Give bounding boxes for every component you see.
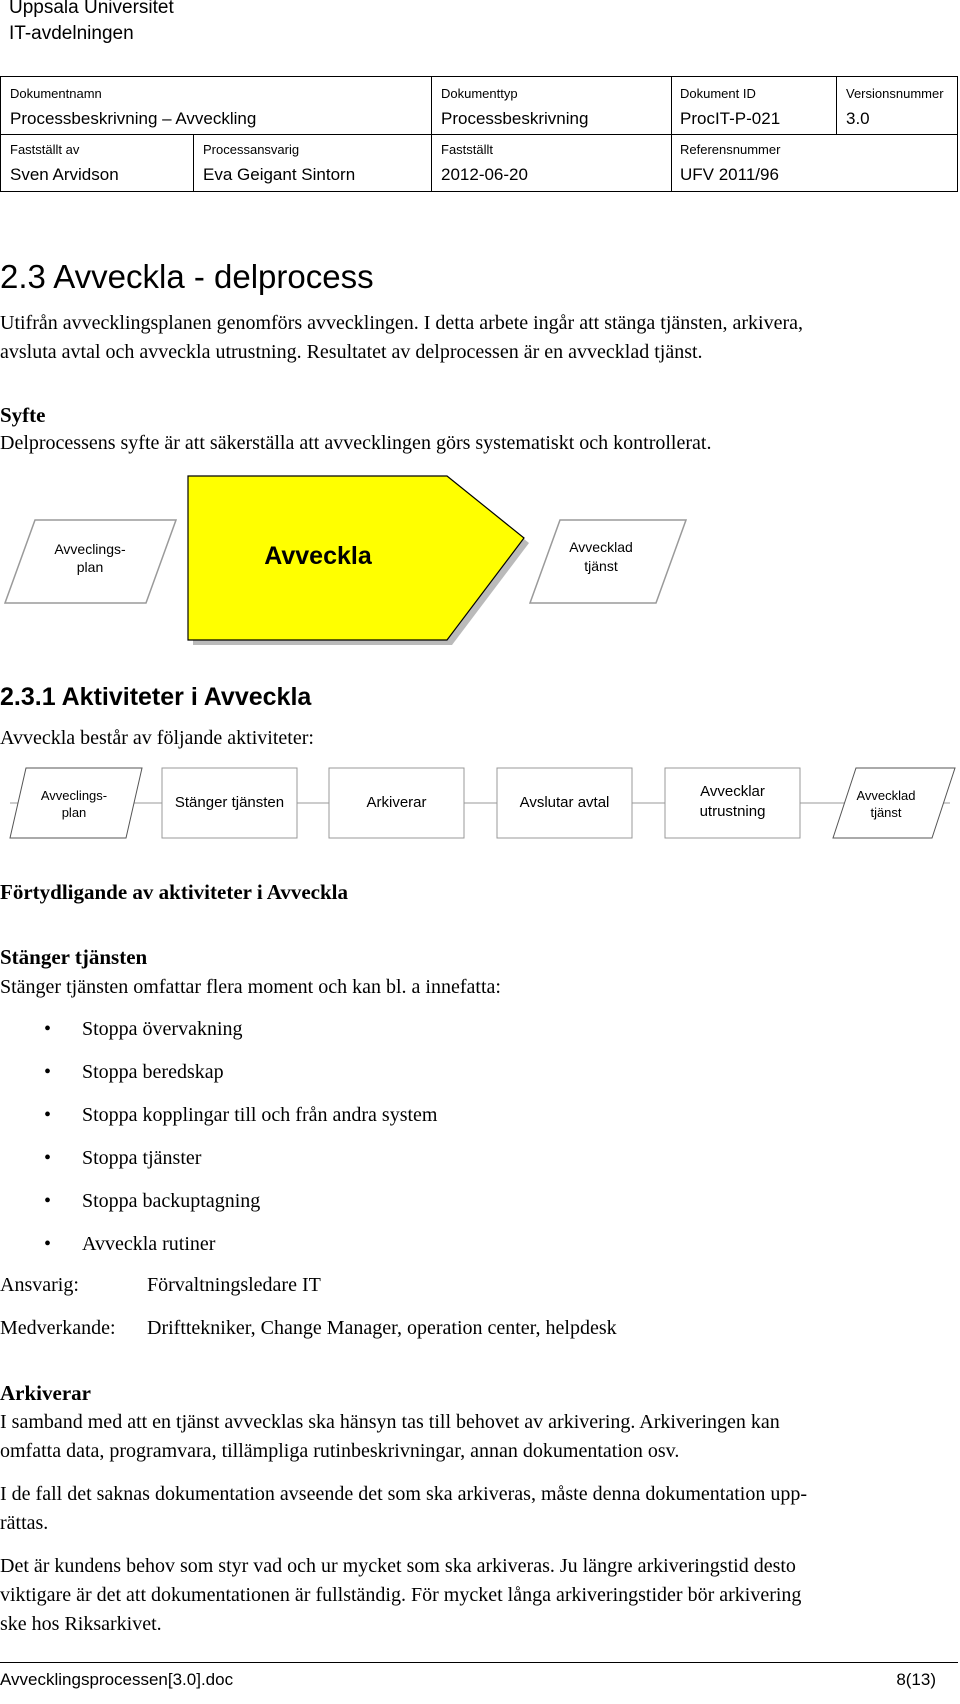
meta-value-document-name: Processbeskrivning – Avveckling bbox=[10, 109, 257, 128]
stanger-lead: Stänger tjänsten omfattar flera moment och kan bl. a innefatta: bbox=[0, 976, 501, 998]
bullet-icon: • bbox=[44, 1147, 52, 1169]
subsection-title: 2.3.1 Aktiviteter i Avveckla bbox=[0, 683, 312, 711]
meta-value-document-id: ProcIT-P-021 bbox=[680, 109, 781, 128]
bullet-icon: • bbox=[44, 1190, 52, 1212]
meta-label-document-name: Dokumentnamn bbox=[10, 86, 102, 101]
responsible-label: Ansvarig: bbox=[0, 1274, 79, 1296]
arkiverar-p3-line3: ske hos Riksarkivet. bbox=[0, 1613, 162, 1635]
meta-value-process-owner: Eva Geigant Sintorn bbox=[203, 165, 356, 184]
flow-step-decommission-equipment: Avvecklar utrustning bbox=[699, 783, 766, 820]
bullet-icon: • bbox=[44, 1061, 52, 1083]
document-metadata-table bbox=[0, 76, 958, 192]
table-col-divider bbox=[836, 77, 837, 134]
footer-page-number: 8(13) bbox=[896, 1670, 936, 1689]
bullet-icon: • bbox=[44, 1018, 52, 1040]
meta-label-approved-by: Fastställt av bbox=[10, 142, 80, 157]
participants-value: Drifttekniker, Change Manager, operation center, helpdesk bbox=[147, 1317, 617, 1339]
arkiverar-p2-line2: rättas. bbox=[0, 1512, 49, 1534]
flow-output-label: Avvecklad tjänst bbox=[856, 788, 916, 820]
meta-label-document-type: Dokumenttyp bbox=[441, 86, 518, 101]
flow-step-end-contract: Avslutar avtal bbox=[519, 794, 610, 811]
bullet-icon: • bbox=[44, 1233, 52, 1255]
syfte-text: Delprocessens syfte är att säkerställa att avvecklingen görs systematiskt och kontrollerat. bbox=[0, 432, 712, 454]
participants-label: Medverkande: bbox=[0, 1317, 116, 1339]
activity-flow-diagram bbox=[0, 760, 960, 840]
meta-value-reference-number: UFV 2011/96 bbox=[680, 165, 779, 184]
table-col-divider bbox=[431, 77, 432, 192]
meta-label-approved-date: Fastställt bbox=[441, 142, 494, 157]
flow-step-close-service: Stänger tjänsten bbox=[174, 794, 285, 811]
flow-step-archive: Arkiverar bbox=[366, 794, 427, 811]
responsible-value: Förvaltningsledare IT bbox=[147, 1274, 321, 1296]
meta-label-reference-number: Referensnummer bbox=[680, 142, 781, 157]
arkiverar-p1-line2: omfatta data, programvara, tillämpliga rutinbeskrivningar, annan dokumentation osv. bbox=[0, 1440, 680, 1462]
syfte-heading: Syfte bbox=[0, 403, 46, 427]
stanger-heading: Stänger tjänsten bbox=[0, 945, 148, 969]
bullet-icon: • bbox=[44, 1104, 52, 1126]
footer-rule bbox=[0, 1662, 958, 1663]
meta-value-document-type: Processbeskrivning bbox=[441, 109, 589, 128]
meta-label-process-owner: Processansvarig bbox=[203, 142, 300, 157]
arkiverar-p1-line1: I samband med att en tjänst avvecklas ska hänsyn tas till behovet av arkivering. Arkiveringen kan bbox=[0, 1411, 780, 1433]
clarification-heading: Förtydligande av aktiviteter i Avveckla bbox=[0, 880, 349, 904]
intro-line-2: avsluta avtal och avveckla utrustning. Resultatet av delprocessen är en avvecklad tjänst. bbox=[0, 341, 703, 363]
subsection-lead: Avveckla består av följande aktiviteter: bbox=[0, 727, 314, 749]
footer-filename: Avvecklingsprocessen[3.0].doc bbox=[0, 1670, 234, 1689]
meta-value-approved-by: Sven Arvidson bbox=[10, 165, 119, 184]
table-col-divider bbox=[193, 134, 194, 192]
organization-name: Uppsala Universitet bbox=[9, 0, 174, 18]
section-title: 2.3 Avveckla - delprocess bbox=[0, 258, 374, 295]
diagram-process-label: Avveckla bbox=[264, 542, 372, 570]
diagram-input-label: Avveclings- plan bbox=[54, 541, 126, 575]
arkiverar-p3-line2: viktigare är det att dokumentationen är fullständig. För mycket långa arkiveringstider bör arkivering bbox=[0, 1584, 802, 1606]
department-name: IT-avdelningen bbox=[9, 23, 134, 44]
table-row-divider bbox=[1, 134, 957, 135]
meta-value-version: 3.0 bbox=[846, 109, 870, 128]
meta-label-document-id: Dokument ID bbox=[680, 86, 756, 101]
intro-line-1: Utifrån avvecklingsplanen genomförs avvecklingen. I detta arbete ingår att stänga tjänsten, arkivera, bbox=[0, 312, 804, 334]
flow-input-label: Avveclings- plan bbox=[40, 788, 108, 820]
meta-value-approved-date: 2012-06-20 bbox=[441, 165, 528, 184]
meta-label-version: Versionsnummer bbox=[846, 86, 944, 101]
table-col-divider bbox=[671, 77, 672, 192]
diagram-output-label: Avvecklad tjänst bbox=[569, 539, 633, 574]
arkiverar-p3-line1: Det är kundens behov som styr vad och ur mycket som ska arkiveras. Ju längre arkiveringstid desto bbox=[0, 1555, 796, 1577]
arkiverar-p2-line1: I de fall det saknas dokumentation avseende det som ska arkiveras, måste denna dokumentation upp- bbox=[0, 1483, 807, 1505]
arkiverar-heading: Arkiverar bbox=[0, 1381, 91, 1405]
